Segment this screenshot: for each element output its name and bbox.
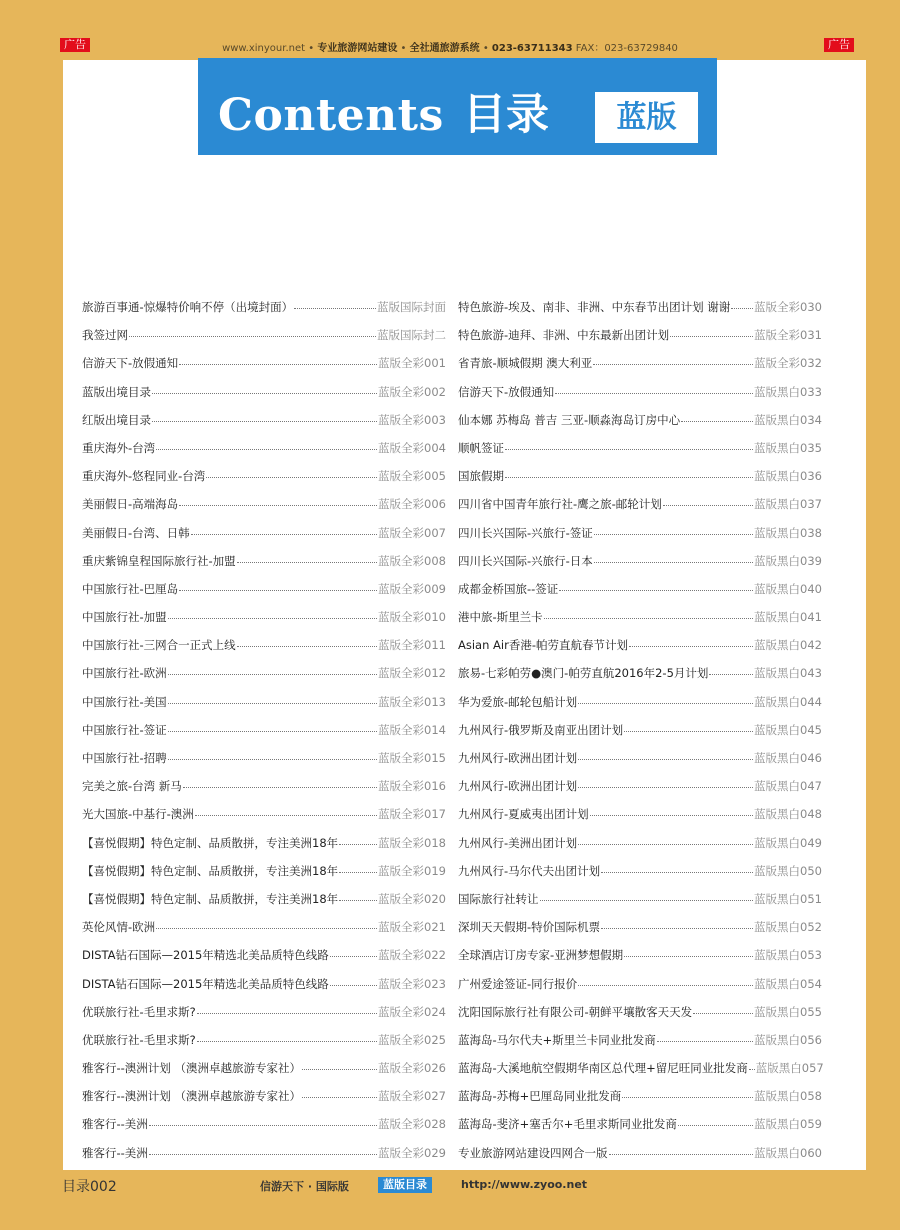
toc-entry-title: 雅客行--澳洲计划 （澳洲卓越旅游专家社） (82, 1089, 301, 1104)
toc-entry-title: 美丽假日-台湾、日韩 (82, 525, 190, 540)
toc-entry[interactable] (458, 1139, 822, 1167)
toc-entry[interactable] (458, 547, 822, 575)
toc-entry-page: 蓝版黑白042 (754, 638, 822, 653)
toc-leader-dots (559, 590, 753, 591)
toc-entry[interactable] (458, 462, 822, 490)
banner-title-en: Contents (218, 90, 444, 141)
toc-leader-dots (330, 985, 377, 986)
toc-entry[interactable] (458, 941, 822, 969)
toc-entry-page: 蓝版全彩031 (754, 328, 822, 343)
toc-entry-page: 蓝版全彩014 (378, 722, 446, 737)
toc-leader-dots (179, 505, 377, 506)
toc-leader-dots (731, 308, 753, 309)
toc-entry-page: 蓝版黑白054 (754, 976, 822, 991)
toc-entry-title: 红版出境目录 (82, 412, 151, 427)
toc-entry[interactable] (458, 998, 822, 1026)
toc-entry-page: 蓝版黑白034 (754, 412, 822, 427)
toc-entry-page: 蓝版全彩005 (378, 469, 446, 484)
toc-entry-title: 优联旅行社-毛里求斯? (82, 1032, 196, 1047)
toc-entry-page: 蓝版全彩001 (378, 356, 446, 371)
toc-entry-page: 蓝版全彩009 (378, 581, 446, 596)
toc-entry-title: 雅客行--澳洲计划 （澳洲卓越旅游专家社） (82, 1061, 301, 1076)
toc-entry-title: 优联旅行社-毛里求斯? (82, 1004, 196, 1019)
toc-entry-title: 中国旅行社-招聘 (82, 751, 167, 765)
toc-entry[interactable] (458, 631, 822, 659)
toc-leader-dots (197, 1013, 377, 1014)
toc-leader-dots (197, 1041, 377, 1042)
toc-entry[interactable] (458, 1082, 822, 1110)
toc-entry-title: 【喜悦假期】特色定制、品质散拼，专注美洲18年 (82, 863, 339, 878)
toc-entry-page: 蓝版全彩016 (378, 779, 446, 794)
toc-entry-page: 蓝版全彩026 (378, 1061, 446, 1076)
toc-leader-dots (168, 618, 377, 619)
toc-entry-page: 蓝版黑白049 (754, 835, 822, 850)
toc-leader-dots (670, 336, 753, 337)
toc-leader-dots (624, 956, 753, 957)
toc-entry-page: 蓝版全彩032 (754, 356, 822, 371)
toc-entry-page: 蓝版黑白052 (754, 920, 822, 935)
toc-entry-title: 四川长兴国际-兴旅行-签证 (458, 525, 593, 540)
toc-leader-dots (590, 815, 753, 816)
toc-leader-dots (179, 590, 377, 591)
toc-leader-dots (555, 393, 753, 394)
toc-leader-dots (149, 1154, 377, 1155)
toc-leader-dots (505, 477, 753, 478)
toc-leader-dots (191, 534, 377, 535)
toc-leader-dots (152, 393, 377, 394)
toc-entry[interactable] (458, 1054, 822, 1082)
toc-entry[interactable] (458, 519, 822, 547)
toc-entry-title: 中国旅行社-加盟 (82, 610, 167, 625)
toc-entry[interactable] (458, 970, 822, 998)
toc-entry-page: 蓝版黑白058 (754, 1089, 822, 1104)
toc-entry[interactable] (458, 800, 822, 828)
toc-entry-title: 省青旅-顺城假期 澳大利亚 (458, 356, 593, 371)
toc-leader-dots (678, 1125, 753, 1126)
toc-entry-page: 蓝版黑白035 (754, 440, 822, 455)
toc-entry-title: 广州爱途签证-同行报价 (458, 976, 578, 991)
ad-badge-left: 广告 (60, 38, 90, 52)
toc-leader-dots (624, 731, 753, 732)
toc-entry-page: 蓝版国际封二 (377, 328, 446, 343)
toc-leader-dots (663, 505, 753, 506)
toc-entry-title: 雅客行--美洲 (82, 1117, 148, 1132)
toc-leader-dots (330, 956, 377, 957)
toc-entry[interactable] (458, 378, 822, 406)
toc-entry-page: 蓝版黑白036 (754, 469, 822, 484)
toc-entry-page: 蓝版全彩027 (378, 1089, 446, 1104)
toc-entry[interactable] (82, 659, 446, 687)
toc-entry-page: 蓝版黑白053 (754, 948, 822, 963)
toc-entry[interactable] (82, 941, 446, 969)
toc-entry-page: 蓝版全彩029 (378, 1145, 446, 1160)
edition-badge: 蓝版 (595, 92, 698, 143)
toc-entry-title: 九州风行-夏威夷出团计划 (458, 807, 589, 822)
toc-entry[interactable] (82, 913, 446, 941)
toc-leader-dots (578, 844, 753, 845)
toc-leader-dots (594, 562, 753, 563)
toc-entry[interactable] (458, 321, 822, 349)
toc-entry-title: DISTA钻石国际—2015年精选北美品质特色线路 (82, 976, 329, 991)
toc-entry[interactable] (82, 547, 446, 575)
toc-entry-page: 蓝版全彩006 (378, 497, 446, 512)
toc-leader-dots (168, 759, 377, 760)
toc-leader-dots (593, 364, 753, 365)
toc-entry-title: 九州风行-俄罗斯及南亚出团计划 (458, 722, 624, 737)
toc-entry[interactable] (82, 998, 446, 1026)
toc-entry[interactable] (82, 1026, 446, 1054)
contents-banner (198, 58, 717, 155)
toc-entry-page: 蓝版全彩024 (378, 1004, 446, 1019)
toc-entry[interactable] (82, 519, 446, 547)
toc-entry[interactable] (458, 575, 822, 603)
toc-entry-page: 蓝版国际封面 (377, 300, 446, 314)
toc-leader-dots (195, 815, 377, 816)
toc-leader-dots (681, 421, 753, 422)
toc-leader-dots (709, 674, 753, 675)
toc-leader-dots (693, 1013, 753, 1014)
toc-entry-page: 蓝版全彩015 (378, 751, 446, 765)
toc-leader-dots (505, 449, 753, 450)
toc-entry[interactable] (82, 434, 446, 462)
toc-leader-dots (578, 985, 753, 986)
toc-entry-title: 光大国旅-中基行-澳洲 (82, 807, 194, 822)
toc-leader-dots (540, 900, 754, 901)
toc-leader-dots (206, 477, 377, 478)
toc-entry-page: 蓝版全彩012 (378, 666, 446, 681)
toc-entry[interactable] (82, 321, 446, 349)
toc-entry[interactable] (82, 1054, 446, 1082)
toc-entry-title: 顺帆签证 (458, 440, 504, 455)
toc-entry-title: 蓝海岛-斐济+塞舌尔+毛里求斯同业批发商 (458, 1117, 677, 1132)
toc-entry-title: 蓝海岛-苏梅+巴厘岛同业批发商 (458, 1089, 622, 1104)
toc-entry-page: 蓝版黑白056 (754, 1032, 822, 1047)
toc-entry[interactable] (82, 1082, 446, 1110)
toc-entry-title: 中国旅行社-签证 (82, 722, 167, 737)
toc-entry[interactable] (458, 857, 822, 885)
toc-entry-title: 九州风行-欧洲出团计划 (458, 751, 578, 765)
toc-entry[interactable] (458, 688, 822, 716)
toc-entry-page: 蓝版全彩004 (378, 440, 446, 455)
toc-entry-title: DISTA钻石国际—2015年精选北美品质特色线路 (82, 948, 329, 963)
toc-leader-dots (339, 844, 377, 845)
toc-entry-title: Asian Air香港-帕劳直航春节计划 (458, 638, 628, 653)
toc-entry[interactable] (458, 293, 822, 321)
toc-leader-dots (183, 787, 377, 788)
service-system: 全社通旅游系统 (409, 43, 480, 54)
toc-entry-title: 英伦风情-欧洲 (82, 920, 156, 935)
toc-entry-page: 蓝版全彩030 (754, 300, 822, 314)
toc-entry[interactable] (82, 378, 446, 406)
toc-entry-title: 国旅假期 (458, 469, 504, 484)
toc-entry-page: 蓝版黑白046 (754, 751, 822, 765)
toc-entry-page: 蓝版黑白051 (754, 891, 822, 906)
footer-publication: 信游天下 · 国际版 (260, 1180, 349, 1193)
toc-entry-title: 中国旅行社-欧洲 (82, 666, 167, 681)
toc-entry[interactable] (82, 293, 446, 321)
toc-leader-dots (601, 928, 753, 929)
toc-leader-dots (179, 364, 377, 365)
toc-leader-dots (156, 449, 377, 450)
toc-leader-dots (622, 1097, 753, 1098)
toc-entry-title: 【喜悦假期】特色定制、品质散拼，专注美洲18年 (82, 891, 339, 906)
toc-entry[interactable] (458, 885, 822, 913)
toc-leader-dots (594, 534, 753, 535)
toc-entry[interactable] (458, 406, 822, 434)
toc-entry[interactable] (82, 829, 446, 857)
toc-leader-dots (129, 336, 376, 337)
toc-entry[interactable] (82, 490, 446, 518)
toc-leader-dots (657, 1041, 753, 1042)
toc-leader-dots (168, 731, 377, 732)
footer-url[interactable]: http://www.zyoo.net (461, 1178, 588, 1191)
toc-entry[interactable] (82, 744, 446, 772)
toc-entry-title: 旅易-七彩帕劳●澳门-帕劳直航2016年2-5月计划 (458, 666, 709, 681)
toc-entry-title: 信游天下-放假通知 (458, 384, 555, 399)
toc-entry-page: 蓝版黑白044 (754, 694, 822, 709)
toc-entry-page: 蓝版黑白039 (754, 553, 822, 568)
toc-entry-title: 成都金桥国旅--签证 (458, 581, 559, 596)
toc-leader-dots (152, 421, 377, 422)
toc-entry-title: 特色旅游-埃及、南非、非洲、中东春节出团计划 谢谢 (458, 300, 731, 314)
toc-entry-page: 蓝版全彩022 (378, 948, 446, 963)
toc-leader-dots (294, 308, 376, 309)
toc-leader-dots (578, 703, 753, 704)
toc-entry[interactable] (458, 603, 822, 631)
service-website: 专业旅游网站建设 (317, 43, 398, 54)
toc-entry[interactable] (458, 349, 822, 377)
toc-entry[interactable] (458, 490, 822, 518)
toc-entry-title: 信游天下-放假通知 (82, 356, 179, 371)
toc-entry[interactable] (82, 800, 446, 828)
toc-entry-title: 雅客行--美洲 (82, 1145, 148, 1160)
toc-entry-title: 完美之旅-台湾 新马 (82, 779, 182, 794)
toc-leader-dots (609, 1154, 754, 1155)
toc-entry-title: 中国旅行社-巴厘岛 (82, 581, 179, 596)
toc-entry[interactable] (458, 913, 822, 941)
toc-entry[interactable] (458, 744, 822, 772)
toc-entry-title: 华为爱旅-邮轮包船计划 (458, 694, 578, 709)
toc-entry-page: 蓝版全彩010 (378, 610, 446, 625)
toc-entry[interactable] (82, 406, 446, 434)
toc-entry-page: 蓝版黑白037 (754, 497, 822, 512)
toc-entry-page: 蓝版全彩003 (378, 412, 446, 427)
toc-leader-dots (168, 674, 377, 675)
toc-entry-page: 蓝版黑白040 (754, 581, 822, 596)
toc-entry-page: 蓝版全彩011 (378, 638, 446, 653)
toc-entry-page: 蓝版全彩023 (378, 976, 446, 991)
toc-entry[interactable] (458, 716, 822, 744)
toc-entry-page: 蓝版黑白059 (754, 1117, 822, 1132)
toc-leader-dots (544, 618, 753, 619)
footer (0, 1172, 900, 1200)
toc-entry-page: 蓝版全彩020 (378, 891, 446, 906)
toc-entry-page: 蓝版全彩002 (378, 384, 446, 399)
toc-entry-title: 重庆海外-悠程同业-台湾 (82, 469, 206, 484)
header-bar: www.xinyour.net • 专业旅游网站建设 • 全社通旅游系统 • 023-63711343 FAX：023-63729840 (222, 43, 678, 54)
toc-entry-title: 特色旅游-迪拜、非洲、中东最新出团计划 (458, 328, 670, 343)
toc-entry-title: 仙本娜 苏梅岛 普吉 三亚-顺淼海岛订房中心 (458, 412, 681, 427)
toc-entry-page: 蓝版黑白060 (754, 1145, 822, 1160)
toc-entry[interactable] (458, 434, 822, 462)
toc-entry-title: 中国旅行社-美国 (82, 694, 167, 709)
toc-left-column (82, 293, 446, 1167)
fax-number: FAX：023-63729840 (575, 43, 678, 54)
toc-leader-dots (578, 759, 753, 760)
toc-entry-page: 蓝版黑白050 (754, 863, 822, 878)
toc-entry-page: 蓝版黑白048 (754, 807, 822, 822)
toc-entry-page: 蓝版全彩021 (378, 920, 446, 935)
toc-entry[interactable] (82, 575, 446, 603)
toc-entry[interactable] (82, 772, 446, 800)
toc-entry[interactable] (458, 1026, 822, 1054)
toc-leader-dots (237, 562, 377, 563)
toc-entry-title: 深圳天天假期-特价国际机票 (458, 920, 601, 935)
toc-entry-title: 美丽假日-高端海岛 (82, 497, 179, 512)
toc-entry-page: 蓝版全彩007 (378, 525, 446, 540)
toc-leader-dots (149, 1125, 377, 1126)
toc-entry-title: 全球酒店订房专家-亚洲梦想假期 (458, 948, 624, 963)
toc-leader-dots (302, 1069, 377, 1070)
toc-entry-title: 四川省中国青年旅行社-鹰之旅-邮轮计划 (458, 497, 662, 512)
site-url[interactable]: www.xinyour.net (222, 43, 306, 54)
toc-entry[interactable] (82, 857, 446, 885)
toc-leader-dots (237, 646, 377, 647)
footer-page-label: 目录002 (62, 1179, 117, 1195)
toc-entry-title: 重庆紫锦皇程国际旅行社-加盟 (82, 553, 236, 568)
toc-entry-title: 旅游百事通-惊爆特价响不停（出境封面） (82, 300, 294, 314)
toc-entry[interactable] (82, 603, 446, 631)
toc-right-column (458, 293, 822, 1167)
toc-entry-page: 蓝版黑白041 (754, 610, 822, 625)
toc-entry-title: 九州风行-马尔代夫出团计划 (458, 863, 601, 878)
toc-entry-page: 蓝版黑白045 (754, 722, 822, 737)
toc-leader-dots (339, 872, 377, 873)
toc-entry-title: 九州风行-美洲出团计划 (458, 835, 578, 850)
toc-entry[interactable] (82, 970, 446, 998)
footer-section-tag: 蓝版目录 (378, 1177, 432, 1193)
ad-badge-right: 广告 (824, 38, 854, 52)
toc-entry-page: 蓝版黑白038 (754, 525, 822, 540)
toc-entry-title: 我签过网 (82, 328, 128, 343)
toc-entry-title: 蓝海岛-大溪地航空假期华南区总代理+留尼旺同业批发商 (458, 1061, 748, 1076)
toc-entry[interactable] (82, 885, 446, 913)
toc-entry-page: 蓝版全彩008 (378, 553, 446, 568)
toc-entry[interactable] (82, 631, 446, 659)
toc-entry[interactable] (82, 349, 446, 377)
toc-entry-page: 蓝版黑白057 (755, 1061, 824, 1076)
toc-entry-page: 蓝版全彩019 (378, 863, 446, 878)
toc-entry[interactable] (82, 1110, 446, 1138)
toc-entry-title: 九州风行-欧洲出团计划 (458, 779, 578, 794)
toc-entry[interactable] (82, 462, 446, 490)
toc-entry[interactable] (458, 1110, 822, 1138)
toc-entry[interactable] (82, 716, 446, 744)
toc-entry-title: 蓝版出境目录 (82, 384, 151, 399)
toc-leader-dots (168, 703, 377, 704)
toc-entry-title: 【喜悦假期】特色定制、品质散拼，专注美洲18年 (82, 835, 339, 850)
toc-entry-page: 蓝版全彩018 (378, 835, 446, 850)
toc-entry-page: 蓝版全彩028 (378, 1117, 446, 1132)
toc-entry[interactable] (82, 688, 446, 716)
toc-entry[interactable] (458, 659, 822, 687)
toc-leader-dots (156, 928, 377, 929)
toc-entry[interactable] (458, 829, 822, 857)
toc-entry-page: 蓝版黑白043 (754, 666, 822, 681)
toc-entry-title: 港中旅-斯里兰卡 (458, 610, 543, 625)
toc-entry-title: 四川长兴国际-兴旅行-日本 (458, 553, 593, 568)
toc-entry-title: 沈阳国际旅行社有限公司-朝鲜平壤散客天天发 (458, 1004, 693, 1019)
toc-entry-page: 蓝版全彩013 (378, 694, 446, 709)
toc-leader-dots (578, 787, 753, 788)
toc-leader-dots (749, 1069, 755, 1070)
toc-entry-page: 蓝版黑白055 (754, 1004, 822, 1019)
phone-number: 023-63711343 (491, 43, 573, 54)
toc-entry-page: 蓝版黑白047 (754, 779, 822, 794)
toc-entry-title: 重庆海外-台湾 (82, 440, 156, 455)
toc-leader-dots (339, 900, 377, 901)
banner-title-cn: 目录 (463, 90, 549, 140)
toc-entry[interactable] (458, 772, 822, 800)
toc-entry-title: 蓝海岛-马尔代夫+斯里兰卡同业批发商 (458, 1032, 656, 1047)
toc-entry-page: 蓝版全彩025 (378, 1032, 446, 1047)
toc-entry-title: 中国旅行社-三网合一正式上线 (82, 638, 236, 653)
toc-entry[interactable] (82, 1139, 446, 1167)
toc-entry-page: 蓝版全彩017 (378, 807, 446, 822)
toc-entry-title: 国际旅行社转让 (458, 891, 539, 906)
toc-leader-dots (601, 872, 753, 873)
toc-leader-dots (629, 646, 753, 647)
toc-entry-title: 专业旅游网站建设四网合一版 (458, 1145, 608, 1160)
toc-leader-dots (302, 1097, 377, 1098)
toc-entry-page: 蓝版黑白033 (754, 384, 822, 399)
